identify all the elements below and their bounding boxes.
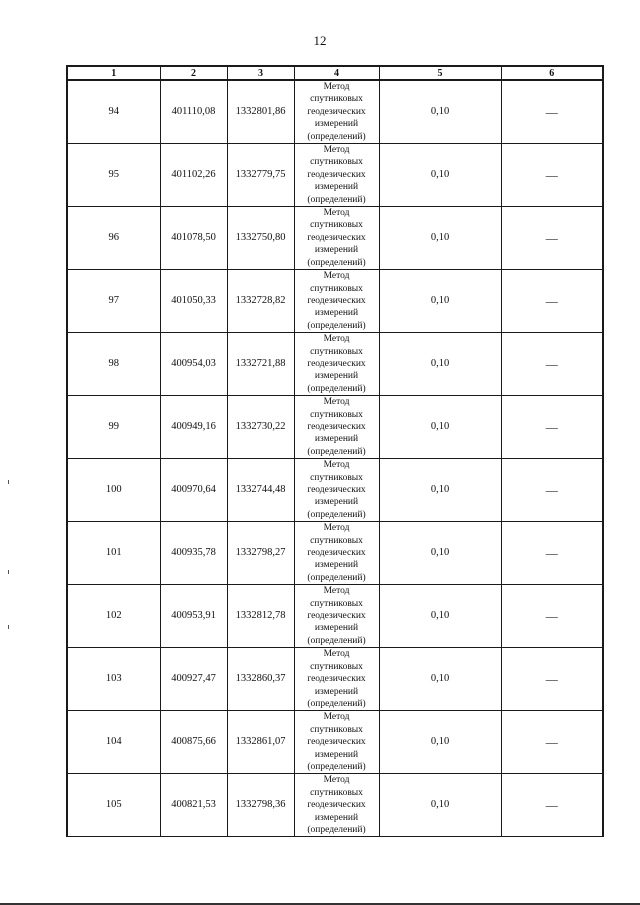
method-text-line: Метод — [323, 712, 350, 723]
accuracy-cell: 0,10 — [379, 270, 501, 333]
note-cell: — — [501, 396, 603, 459]
table-row — [67, 585, 603, 648]
x-coordinate-cell: 400875,66 — [160, 711, 227, 774]
method-text-line: спутниковых — [310, 283, 363, 294]
x-coordinate-cell: 400935,78 — [160, 522, 227, 585]
method-text-line: Метод — [323, 145, 350, 156]
method-cell — [294, 522, 379, 585]
method-text-line: спутниковых — [310, 472, 363, 483]
method-text-line: Метод — [323, 586, 350, 597]
accuracy-cell: 0,10 — [379, 774, 501, 837]
accuracy-cell: 0,10 — [379, 648, 501, 711]
y-coordinate-cell: 1332812,78 — [227, 585, 294, 648]
method-text-line: (определений) — [307, 509, 366, 520]
margin-tick-mark — [8, 480, 9, 484]
method-text-line: измерений — [314, 560, 359, 571]
method-text-line: спутниковых — [310, 409, 363, 420]
method-text-line: (определений) — [307, 572, 366, 583]
method-text-line: измерений — [314, 812, 359, 823]
accuracy-cell: 0,10 — [379, 459, 501, 522]
method-text-line: Метод — [323, 334, 350, 345]
method-text-line: геодезических — [307, 611, 366, 622]
method-text-line: измерений — [314, 119, 359, 130]
method-text-line: Метод — [323, 523, 350, 534]
accuracy-cell: 0,10 — [379, 333, 501, 396]
method-text-line: спутниковых — [310, 346, 363, 357]
method-text-line: (определений) — [307, 446, 366, 457]
table-row — [67, 522, 603, 585]
accuracy-cell: 0,10 — [379, 80, 501, 144]
method-text-line: измерений — [314, 749, 359, 760]
method-text-line: измерений — [314, 308, 359, 319]
y-coordinate-cell: 1332728,82 — [227, 270, 294, 333]
method-text-line: спутниковых — [310, 94, 363, 105]
accuracy-cell: 0,10 — [379, 522, 501, 585]
note-cell: — — [501, 270, 603, 333]
method-cell — [294, 144, 379, 207]
point-number-cell: 102 — [67, 585, 160, 648]
method-text-line: спутниковых — [310, 661, 363, 672]
column-header-6: 6 — [501, 66, 603, 80]
method-text-line: геодезических — [307, 800, 366, 811]
column-header-3: 3 — [227, 66, 294, 80]
x-coordinate-cell: 401110,08 — [160, 80, 227, 144]
method-text-line: измерений — [314, 245, 359, 256]
note-cell: — — [501, 522, 603, 585]
x-coordinate-cell: 400949,16 — [160, 396, 227, 459]
x-coordinate-cell: 401078,50 — [160, 207, 227, 270]
y-coordinate-cell: 1332860,37 — [227, 648, 294, 711]
method-cell — [294, 396, 379, 459]
method-text-line: измерений — [314, 497, 359, 508]
accuracy-cell: 0,10 — [379, 396, 501, 459]
accuracy-cell: 0,10 — [379, 144, 501, 207]
method-text-line: (определений) — [307, 383, 366, 394]
point-number-cell: 97 — [67, 270, 160, 333]
method-text-line: Метод — [323, 775, 350, 786]
method-text-line: геодезических — [307, 358, 366, 369]
table-header — [67, 66, 603, 80]
method-text-line: Метод — [323, 82, 350, 92]
column-header-5: 5 — [379, 66, 501, 80]
y-coordinate-cell: 1332750,80 — [227, 207, 294, 270]
method-text-line: (определений) — [307, 194, 366, 205]
note-cell: — — [501, 585, 603, 648]
method-cell — [294, 711, 379, 774]
accuracy-cell: 0,10 — [379, 711, 501, 774]
method-text-line: измерений — [314, 686, 359, 697]
method-text-line: (определений) — [307, 635, 366, 646]
accuracy-cell: 0,10 — [379, 207, 501, 270]
point-number-cell: 96 — [67, 207, 160, 270]
table-body — [67, 80, 603, 837]
method-text-line: (определений) — [307, 320, 366, 331]
y-coordinate-cell: 1332798,27 — [227, 522, 294, 585]
note-cell: — — [501, 207, 603, 270]
method-text-line: спутниковых — [310, 598, 363, 609]
method-text-line: Метод — [323, 460, 350, 471]
x-coordinate-cell: 400970,64 — [160, 459, 227, 522]
coordinates-table — [66, 65, 604, 837]
point-number-cell: 94 — [67, 80, 160, 144]
table-row — [67, 459, 603, 522]
method-cell — [294, 80, 379, 144]
note-cell: — — [501, 459, 603, 522]
header-row — [67, 66, 603, 80]
method-text-line: геодезических — [307, 169, 366, 180]
method-text-line: (определений) — [307, 257, 366, 268]
method-text-line: (определений) — [307, 824, 366, 835]
method-text-line: спутниковых — [310, 535, 363, 546]
method-cell — [294, 774, 379, 837]
method-cell — [294, 585, 379, 648]
table-row — [67, 648, 603, 711]
y-coordinate-cell: 1332861,07 — [227, 711, 294, 774]
method-text-line: измерений — [314, 371, 359, 382]
accuracy-cell: 0,10 — [379, 585, 501, 648]
table-row — [67, 270, 603, 333]
table-row — [67, 711, 603, 774]
y-coordinate-cell: 1332744,48 — [227, 459, 294, 522]
table-row — [67, 774, 603, 837]
method-text-line: геодезических — [307, 295, 366, 306]
method-text-line: измерений — [314, 434, 359, 445]
table-row — [67, 80, 603, 144]
method-cell — [294, 270, 379, 333]
note-cell: — — [501, 711, 603, 774]
method-text-line: геодезических — [307, 674, 366, 685]
y-coordinate-cell: 1332801,86 — [227, 80, 294, 144]
method-text-line: спутниковых — [310, 724, 363, 735]
method-text-line: спутниковых — [310, 220, 363, 231]
x-coordinate-cell: 400927,47 — [160, 648, 227, 711]
method-text-line: спутниковых — [310, 157, 363, 168]
x-coordinate-cell: 400953,91 — [160, 585, 227, 648]
column-header-4: 4 — [294, 66, 379, 80]
point-number-cell: 98 — [67, 333, 160, 396]
method-text-line: (определений) — [307, 761, 366, 772]
point-number-cell: 100 — [67, 459, 160, 522]
y-coordinate-cell: 1332730,22 — [227, 396, 294, 459]
column-header-2: 2 — [160, 66, 227, 80]
method-text-line: (определений) — [307, 131, 366, 142]
page-number: 12 — [313, 33, 327, 48]
method-text-line: измерений — [314, 623, 359, 634]
method-text-line: Метод — [323, 397, 350, 408]
coordinates-table-container — [66, 65, 602, 837]
table-row — [67, 396, 603, 459]
table-row — [67, 207, 603, 270]
note-cell: — — [501, 333, 603, 396]
method-text-line: спутниковых — [310, 787, 363, 798]
method-text-line: (определений) — [307, 698, 366, 709]
method-text-line: геодезических — [307, 548, 366, 559]
point-number-cell: 105 — [67, 774, 160, 837]
method-cell — [294, 207, 379, 270]
x-coordinate-cell: 401102,26 — [160, 144, 227, 207]
method-text-line: геодезических — [307, 485, 366, 495]
method-text-line: Метод — [323, 649, 350, 660]
method-text-line: геодезических — [307, 232, 366, 243]
table-row — [67, 333, 603, 396]
y-coordinate-cell: 1332721,88 — [227, 333, 294, 396]
method-text-line: Метод — [323, 208, 350, 219]
point-number-cell: 99 — [67, 396, 160, 459]
x-coordinate-cell: 400954,03 — [160, 333, 227, 396]
y-coordinate-cell: 1332779,75 — [227, 144, 294, 207]
margin-tick-mark — [8, 625, 9, 629]
point-number-cell: 101 — [67, 522, 160, 585]
note-cell: — — [501, 144, 603, 207]
method-text-line: геодезических — [307, 737, 366, 748]
method-cell — [294, 648, 379, 711]
method-text-line: геодезических — [307, 106, 366, 117]
method-cell — [294, 333, 379, 396]
method-text-line: Метод — [323, 271, 350, 282]
y-coordinate-cell: 1332798,36 — [227, 774, 294, 837]
table-row — [67, 144, 603, 207]
method-text-line: измерений — [314, 182, 359, 193]
margin-tick-mark — [8, 570, 9, 574]
point-number-cell: 95 — [67, 144, 160, 207]
method-text-line: геодезических — [307, 421, 366, 432]
x-coordinate-cell: 401050,33 — [160, 270, 227, 333]
point-number-cell: 104 — [67, 711, 160, 774]
note-cell: — — [501, 648, 603, 711]
column-header-1: 1 — [67, 66, 160, 80]
point-number-cell: 103 — [67, 648, 160, 711]
method-cell — [294, 459, 379, 522]
note-cell: — — [501, 774, 603, 837]
note-cell: — — [501, 80, 603, 144]
x-coordinate-cell: 400821,53 — [160, 774, 227, 837]
